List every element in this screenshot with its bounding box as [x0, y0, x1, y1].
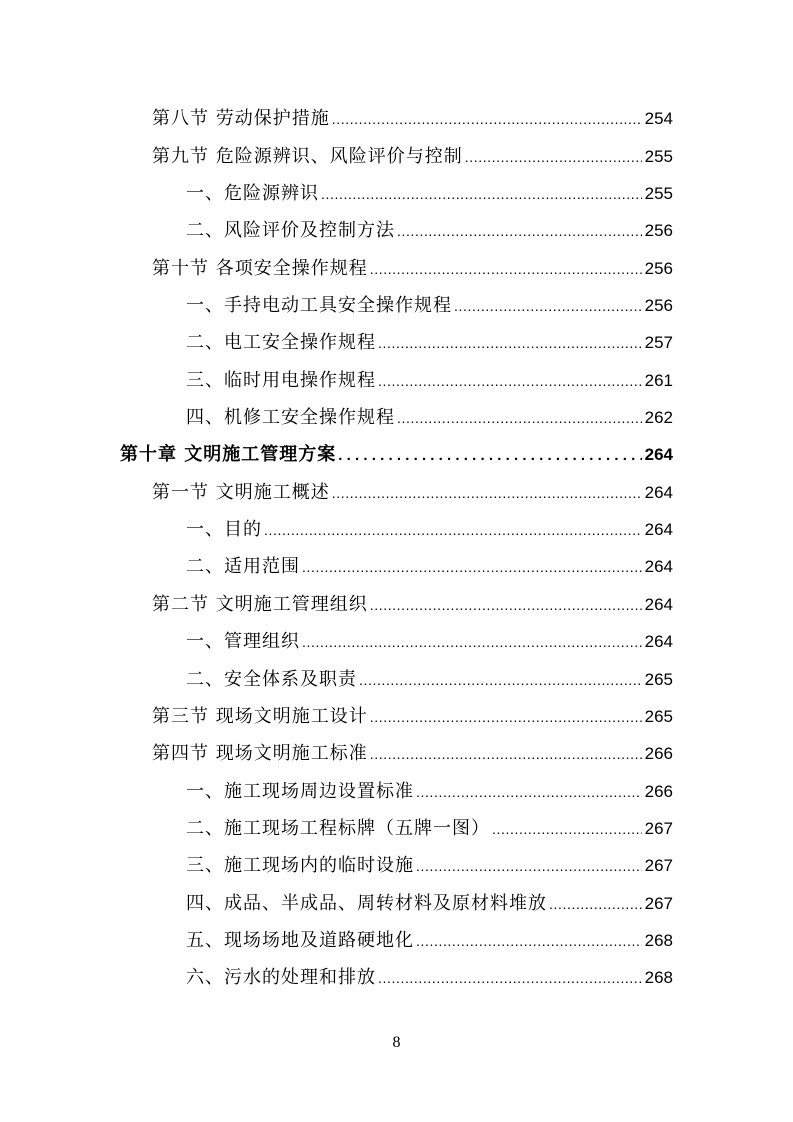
- toc-chapter-title: 第十章 文明施工管理方案: [120, 444, 337, 466]
- toc-entry-page: 267: [644, 818, 673, 838]
- dot-leader: [370, 597, 642, 613]
- toc-entry-page: 254: [644, 109, 673, 129]
- toc-entry-title: 一、管理组织: [186, 631, 300, 653]
- dot-leader: [302, 634, 642, 650]
- toc-entry-page: 256: [644, 221, 673, 241]
- toc-entry-title: 第一节 文明施工概述: [152, 481, 330, 503]
- toc-entry-title: 四、机修工安全操作规程: [186, 407, 395, 429]
- toc-entry-page: 266: [644, 744, 673, 764]
- toc-entry-page: 262: [644, 408, 673, 428]
- toc-entry-page: 265: [644, 669, 673, 689]
- toc-entry-page: 265: [644, 706, 673, 726]
- toc-entry[interactable]: [0, 512, 793, 549]
- dot-leader: [416, 784, 642, 800]
- toc-entry-title: 二、风险评价及控制方法: [186, 220, 395, 242]
- dot-leader: [332, 485, 642, 501]
- dot-leader: [397, 410, 642, 426]
- dot-leader: [370, 746, 642, 762]
- dot-leader: [332, 111, 642, 127]
- dot-leader: [465, 149, 642, 165]
- toc-entry-page: 261: [644, 370, 673, 390]
- toc-entry-title: 第三节 现场文明施工设计: [152, 705, 368, 727]
- dot-leader: [321, 186, 642, 202]
- dot-leader: [416, 858, 642, 874]
- toc-entry[interactable]: [0, 549, 793, 586]
- toc-entry[interactable]: [0, 773, 793, 810]
- toc-entry-page: 264: [644, 482, 673, 502]
- toc-entry-title: 二、安全体系及职责: [186, 668, 357, 690]
- dot-leader: [302, 559, 642, 575]
- dot-leader: [492, 821, 642, 837]
- dot-leader: [359, 672, 642, 688]
- dot-leader: [264, 522, 642, 538]
- toc-entry-title: 三、施工现场内的临时设施: [186, 855, 414, 877]
- toc-entry-page: 264: [644, 632, 673, 652]
- toc-entry-page: 256: [644, 296, 673, 316]
- toc-entry-title: 三、临时用电操作规程: [186, 369, 376, 391]
- toc-entry-page: 267: [644, 856, 673, 876]
- toc-entry[interactable]: [0, 213, 793, 250]
- toc-entry-page: 267: [644, 893, 673, 913]
- toc-entry-page: 255: [644, 146, 673, 166]
- toc-entry-page: 266: [644, 781, 673, 801]
- toc-entry-title: 二、适用范围: [186, 556, 300, 578]
- table-of-contents: [0, 101, 793, 997]
- toc-entry[interactable]: [0, 400, 793, 437]
- toc-entry-title: 第十节 各项安全操作规程: [152, 257, 368, 279]
- toc-entry-page: 264: [644, 557, 673, 577]
- toc-entry[interactable]: [0, 811, 793, 848]
- dot-leader: [370, 261, 642, 277]
- toc-entry-page: 256: [644, 258, 673, 278]
- toc-entry-title: 五、现场场地及道路硬地化: [186, 929, 414, 951]
- toc-entry-page: 268: [644, 968, 673, 988]
- toc-entry-title: 第九节 危险源辨识、风险评价与控制: [152, 145, 463, 167]
- dot-leader: [378, 970, 642, 986]
- toc-entry-title: 第二节 文明施工管理组织: [152, 593, 368, 615]
- toc-entry-title: 一、施工现场周边设置标准: [186, 780, 414, 802]
- dot-leader: [397, 223, 642, 239]
- toc-entry-title: 第四节 现场文明施工标准: [152, 743, 368, 765]
- toc-entry[interactable]: [0, 736, 793, 773]
- toc-entry-title: 一、目的: [186, 519, 262, 541]
- toc-entry[interactable]: [0, 176, 793, 213]
- toc-entry[interactable]: [0, 661, 793, 698]
- toc-entry[interactable]: [0, 923, 793, 960]
- toc-entry-title: 第八节 劳动保护措施: [152, 108, 330, 130]
- toc-entry[interactable]: [0, 699, 793, 736]
- toc-chapter-entry[interactable]: [0, 437, 793, 474]
- toc-entry[interactable]: [0, 101, 793, 138]
- toc-entry[interactable]: [0, 586, 793, 623]
- toc-entry-page: 264: [644, 445, 673, 465]
- toc-entry-page: 264: [644, 520, 673, 540]
- page-number: 8: [392, 1034, 401, 1051]
- toc-entry[interactable]: [0, 885, 793, 922]
- dot-leader: [549, 896, 642, 912]
- dot-leader: [378, 335, 642, 351]
- toc-entry-page: 255: [644, 184, 673, 204]
- toc-entry[interactable]: [0, 362, 793, 399]
- toc-entry[interactable]: [0, 960, 793, 997]
- toc-entry[interactable]: [0, 138, 793, 175]
- toc-entry-page: 264: [644, 594, 673, 614]
- toc-entry-title: 二、电工安全操作规程: [186, 332, 376, 354]
- toc-entry[interactable]: [0, 848, 793, 885]
- toc-entry[interactable]: [0, 624, 793, 661]
- dot-leader: [454, 298, 642, 314]
- toc-entry[interactable]: [0, 474, 793, 511]
- toc-entry[interactable]: [0, 288, 793, 325]
- toc-entry-page: 268: [644, 930, 673, 950]
- dot-leader: [378, 373, 642, 389]
- toc-entry[interactable]: [0, 325, 793, 362]
- toc-entry-title: 六、污水的处理和排放: [186, 967, 376, 989]
- dot-leader: [338, 447, 641, 464]
- dot-leader: [416, 933, 642, 949]
- toc-entry-page: 257: [644, 333, 673, 353]
- toc-entry-title: 一、危险源辨识: [186, 183, 319, 205]
- toc-entry-title: 二、施工现场工程标牌（五牌一图）: [186, 817, 490, 839]
- dot-leader: [370, 709, 642, 725]
- toc-entry[interactable]: [0, 250, 793, 287]
- toc-entry-title: 四、成品、半成品、周转材料及原材料堆放: [186, 892, 547, 914]
- toc-entry-title: 一、手持电动工具安全操作规程: [186, 295, 452, 317]
